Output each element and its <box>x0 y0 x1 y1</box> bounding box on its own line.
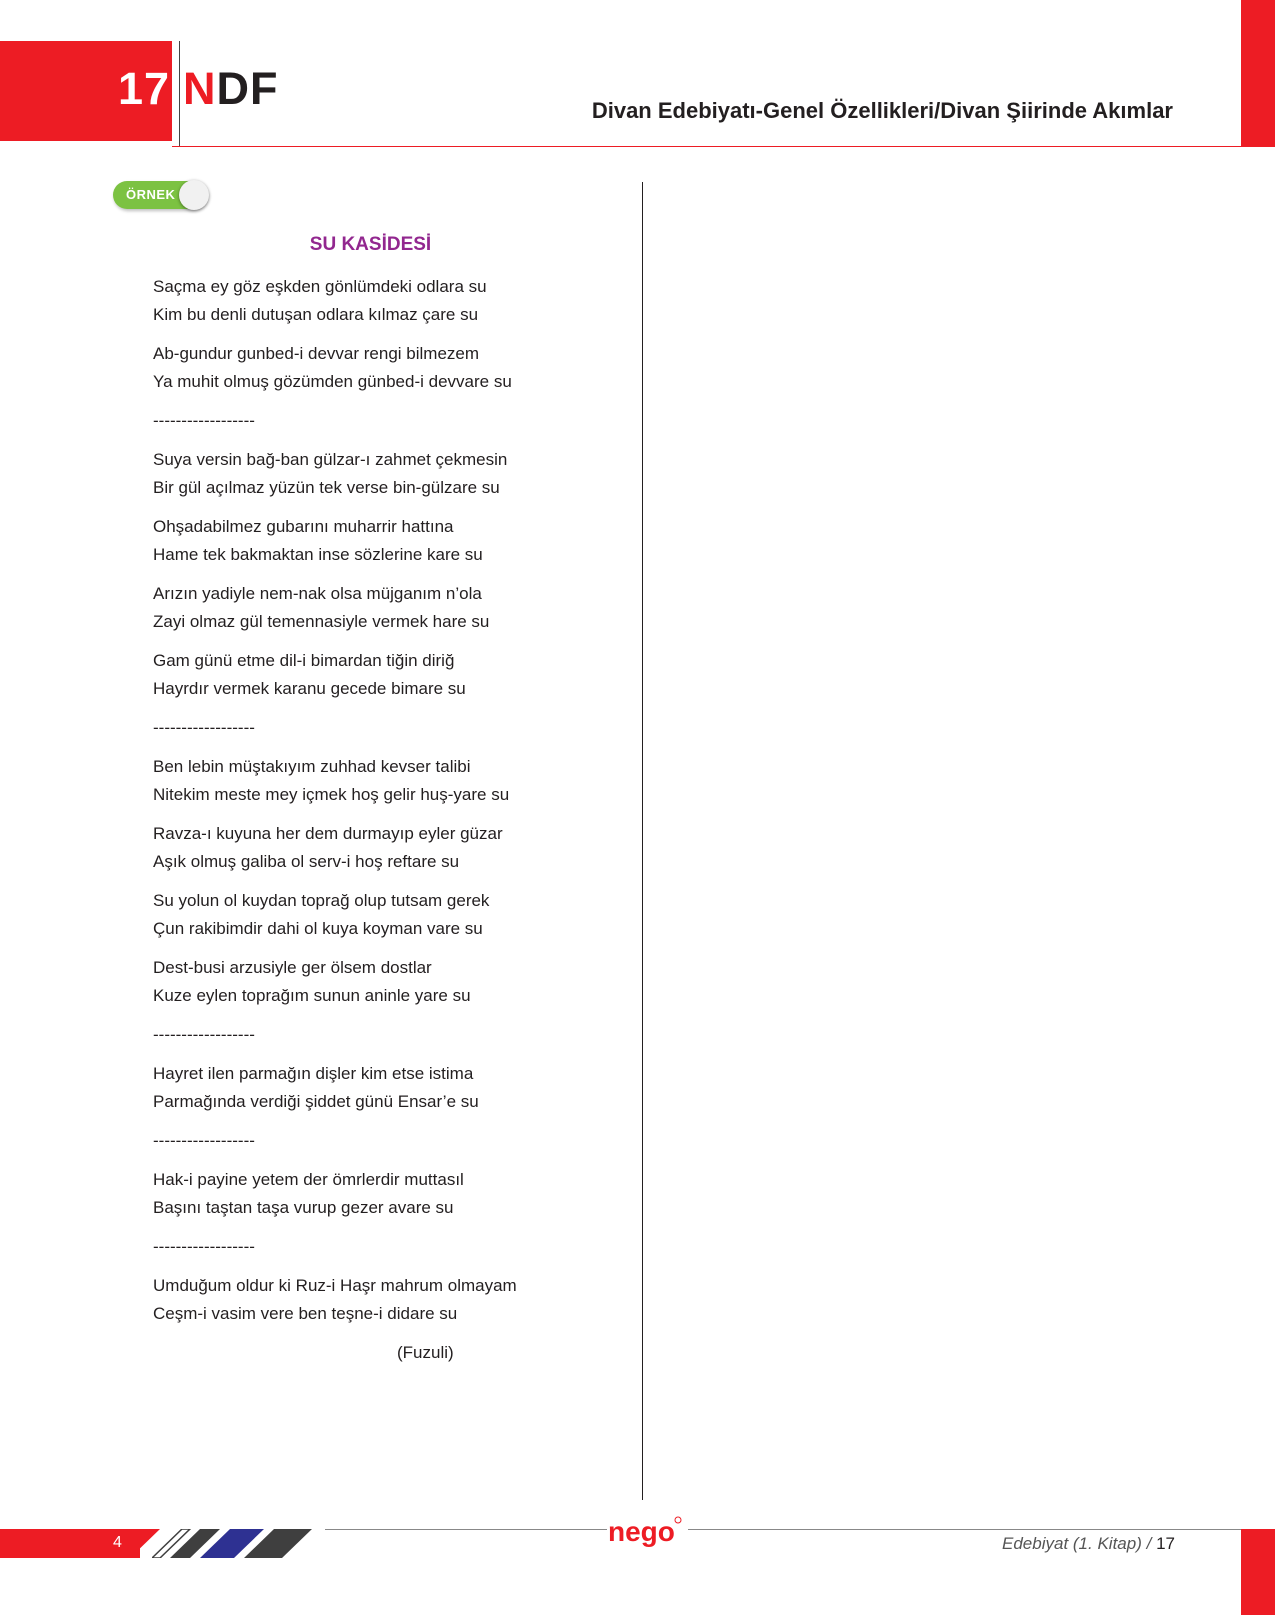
stanza-separator: ------------------ <box>153 1131 255 1150</box>
verse-line: Hak-i payine yetem der ömrlerdir muttasıl <box>153 1170 464 1189</box>
verse-line: Kuze eylen toprağım sunun aninle yare su <box>153 986 471 1005</box>
couplet <box>153 1272 623 1328</box>
couplet <box>153 446 623 502</box>
poem-body <box>153 273 623 1367</box>
publisher-logo <box>604 1511 686 1551</box>
poem-title: SU KASİDESİ <box>309 234 432 255</box>
poem-author: (Fuzuli) <box>397 1343 454 1362</box>
footer-book-info <box>1002 1534 1175 1554</box>
example-badge-label: ÖRNEK <box>126 187 176 202</box>
verse-line: Saçma ey göz eşkden gönlümdeki odlara su <box>153 277 487 296</box>
verse-line: Ya muhit olmuş gözümden günbed-i devvare su <box>153 372 512 391</box>
verse-line: Zayi olmaz gül temennasiyle vermek hare su <box>153 612 490 631</box>
header-right-red-bar <box>1241 0 1275 147</box>
stanza-separator: ------------------ <box>153 411 255 430</box>
footer-page-number: 4 <box>113 1534 122 1551</box>
verse-line: Gam günü etme dil-i bimardan tiğin diriğ <box>153 651 455 670</box>
couplet <box>153 340 623 396</box>
header-unit-number: 17 <box>118 63 171 114</box>
page-title: Divan Edebiyatı-Genel Özellikleri/Divan Şiirinde Akımlar <box>591 98 1173 123</box>
couplet <box>153 1166 623 1222</box>
couplet <box>153 647 623 703</box>
stanza-separator: ------------------ <box>153 718 255 737</box>
couplet <box>153 753 623 809</box>
verse-line: Su yolun ol kuydan toprağ olup tutsam gerek <box>153 891 490 910</box>
verse-line: Ben lebin müştakıyım zuhhad kevser talibi <box>153 757 471 776</box>
book-separator: / <box>1146 1534 1152 1553</box>
footer-rule-right <box>688 1529 1241 1530</box>
couplet <box>153 954 623 1010</box>
verse-line: Ceşm-i vasim vere ben teşne-i didare su <box>153 1304 458 1323</box>
verse-line: Hame tek bakmaktan inse sözlerine kare su <box>153 545 483 564</box>
couplet <box>153 820 623 876</box>
verse-line: Nitekim meste mey içmek hoş gelir huş-yare su <box>153 785 510 804</box>
verse-line: Hayrdır vermek karanu gecede bimare su <box>153 679 466 698</box>
verse-line: Ravza-ı kuyuna her dem durmayıp eyler güzar <box>153 824 503 843</box>
verse-line: Kim bu denli dutuşan odlara kılmaz çare su <box>153 305 479 324</box>
toggle-knob-icon <box>179 180 209 210</box>
verse-line: Dest-busi arzusiyle ger ölsem dostlar <box>153 958 432 977</box>
brand-rest: DF <box>216 63 279 114</box>
verse-line: Ohşadabilmez gubarını muharrir hattına <box>153 517 454 536</box>
verse-line: Umduğum oldur ki Ruz-i Haşr mahrum olmayam <box>153 1276 517 1295</box>
example-badge <box>113 181 207 209</box>
verse-line: Aşık olmuş galiba ol serv-i hoş reftare su <box>153 852 460 871</box>
couplet <box>153 887 623 943</box>
column-divider <box>642 182 643 1500</box>
verse-line: Bir gül açılmaz yüzün tek verse bin-gülzare su <box>153 478 500 497</box>
verse-line: Parmağında verdiği şiddet günü Ensar’e su <box>153 1092 479 1111</box>
couplet <box>153 513 623 569</box>
verse-line: Hayret ilen parmağın dişler kim etse istima <box>153 1064 474 1083</box>
stanza-separator: ------------------ <box>153 1025 255 1044</box>
header-brand <box>183 63 279 114</box>
verse-line: Arızın yadiyle nem-nak olsa müjganım n’ola <box>153 584 482 603</box>
couplet <box>153 580 623 636</box>
verse-line: Çun rakibimdir dahi ol kuya koyman vare su <box>153 919 483 938</box>
book-number: 17 <box>1156 1534 1175 1553</box>
footer-right-red-bar <box>1241 1529 1275 1615</box>
verse-line: Başını taştan taşa vurup gezer avare su <box>153 1198 454 1217</box>
couplet <box>153 273 623 329</box>
verse-line: Suya versin bağ-ban gülzar-ı zahmet çekmesin <box>153 450 508 469</box>
footer-rule-left <box>325 1529 607 1530</box>
header-divider <box>179 41 180 147</box>
svg-text:nego: nego <box>608 1516 675 1547</box>
brand-accent-letter: N <box>183 63 217 114</box>
stanza-separator: ------------------ <box>153 1237 255 1256</box>
verse-line: Ab-gundur gunbed-i devvar rengi bilmezem <box>153 344 480 363</box>
footer-stripes-icon <box>152 1529 327 1558</box>
couplet <box>153 1060 623 1116</box>
header-rule <box>172 146 1241 147</box>
book-title: Edebiyat (1. Kitap) <box>1002 1534 1142 1553</box>
